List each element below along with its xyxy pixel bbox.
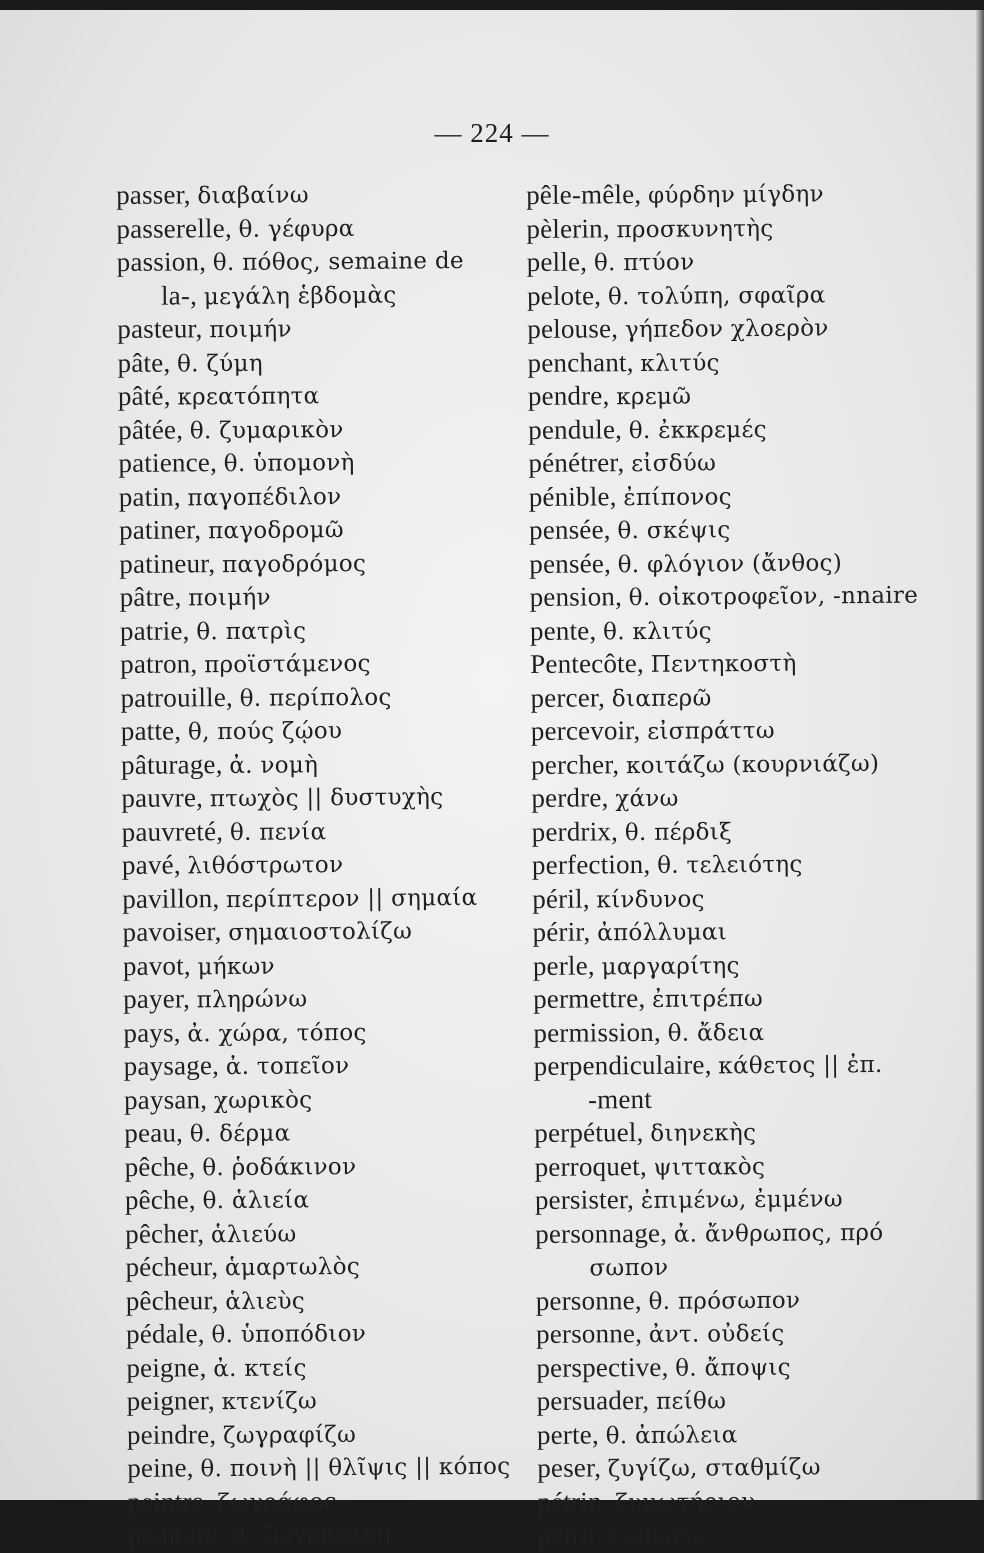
entry-headword: -ment xyxy=(588,1083,652,1114)
entry-headword: pécheur, xyxy=(125,1251,218,1282)
dictionary-entry xyxy=(119,478,519,515)
entry-translation: θ. ῥοδάκινον xyxy=(202,1153,356,1180)
entry-headword: pénétrer, xyxy=(528,447,624,478)
entry-headword: penchant, xyxy=(527,347,633,378)
entry-headword: passerelle, xyxy=(116,212,232,243)
entry-translation: μήκων xyxy=(197,953,275,980)
entry-translation: θ. ἐκκρεμές xyxy=(629,416,767,443)
entry-headword: peine, xyxy=(127,1452,194,1483)
dictionary-entry xyxy=(528,445,923,482)
entry-translation: ποιμήν xyxy=(188,585,271,612)
entry-translation: ἀντ. οὐδείς xyxy=(649,1321,785,1348)
entry-translation: θ. περίπολος xyxy=(240,684,392,711)
entry-translation: προσκυνητὴς xyxy=(616,215,773,242)
entry-translation: λιθόστρωτον xyxy=(187,852,343,879)
dictionary-entry xyxy=(119,545,519,582)
left-column xyxy=(116,177,528,1553)
entry-translation: ἀπόλλυμαι xyxy=(597,919,727,946)
entry-headword: peigner, xyxy=(127,1385,215,1416)
entry-translation: ζυμώνω xyxy=(610,1522,705,1549)
entry-translation: χάνω xyxy=(615,786,679,813)
entry-translation: θ. οἰκοτροφεῖον, -nnaire xyxy=(629,583,919,612)
entry-translation: ζυμωτήριον xyxy=(615,1489,755,1516)
dictionary-entry xyxy=(117,277,517,314)
dictionary-entry xyxy=(127,1416,527,1453)
entry-translation: ζωγράφος xyxy=(217,1489,336,1516)
dictionary-entry xyxy=(126,1282,526,1319)
entry-translation: θ. πατρὶς xyxy=(196,618,306,645)
entry-translation: πείθω xyxy=(656,1388,726,1415)
dictionary-entry xyxy=(527,344,922,381)
dictionary-entry xyxy=(528,411,923,448)
dictionary-entry xyxy=(122,846,522,883)
entry-translation: ἀ. κτείς xyxy=(213,1355,307,1382)
dictionary-entry xyxy=(121,779,521,816)
entry-translation: ἐπιμένω, ἐμμένω xyxy=(641,1186,843,1214)
entry-translation: θ. ἁλιεία xyxy=(202,1187,309,1214)
entry-headword: peindre, xyxy=(127,1419,217,1450)
dictionary-entry xyxy=(124,1081,524,1118)
dictionary-entry xyxy=(532,880,927,917)
dictionary-entry xyxy=(535,1249,930,1286)
entry-translation: θ. ἄδεια xyxy=(668,1019,765,1046)
dictionary-entry xyxy=(530,579,925,616)
entry-headword: patineur, xyxy=(119,548,215,579)
entry-headword: peigne, xyxy=(126,1352,206,1383)
dictionary-entry xyxy=(127,1382,527,1419)
dictionary-entry xyxy=(120,645,520,682)
dictionary-entry xyxy=(125,1181,525,1218)
entry-headword: pendre, xyxy=(528,380,610,411)
entry-headword: paysage, xyxy=(124,1050,220,1081)
entry-headword: perroquet, xyxy=(534,1150,646,1181)
entry-headword: percher, xyxy=(531,749,619,780)
entry-headword: personnage, xyxy=(535,1217,667,1248)
right-column xyxy=(526,177,933,1553)
dictionary-entry xyxy=(123,980,523,1017)
dictionary-entry xyxy=(123,1014,523,1051)
entry-translation: θ. τολύπη, σφαῖρα xyxy=(608,282,826,310)
entry-headword: persuader, xyxy=(537,1385,650,1416)
entry-headword: pelle, xyxy=(527,246,588,277)
entry-translation: ἀ. ἄνθρωπος, πρό xyxy=(674,1219,884,1247)
dictionary-entry xyxy=(532,847,927,884)
entry-headword: perle, xyxy=(533,950,595,981)
entry-headword: pédale, xyxy=(126,1318,205,1349)
entry-headword: patin, xyxy=(119,481,181,512)
dictionary-entry xyxy=(530,612,925,649)
entry-translation: παγοπέδιλον xyxy=(187,484,341,511)
dictionary-entry xyxy=(127,1449,527,1486)
entry-headword: passion, xyxy=(117,246,207,277)
dictionary-entry xyxy=(117,311,517,348)
entry-headword: pâtée, xyxy=(118,414,183,445)
dictionary-entry xyxy=(533,1014,928,1051)
dictionary-entry xyxy=(533,947,928,984)
entry-headword: pêcheur, xyxy=(126,1285,219,1316)
entry-translation: θ. σκέψις xyxy=(617,517,730,544)
dictionary-page xyxy=(0,10,984,1500)
dictionary-entry xyxy=(529,545,924,582)
entry-headword: perfection, xyxy=(532,849,651,880)
entry-translation: θ. ζύμη xyxy=(177,350,263,377)
dictionary-entry xyxy=(120,578,520,615)
entry-headword: perdre, xyxy=(531,782,608,813)
entry-translation: ἁλιεὺς xyxy=(225,1288,305,1315)
dictionary-entry xyxy=(538,1517,933,1553)
entry-headword: pêcher, xyxy=(125,1218,204,1249)
dictionary-entry xyxy=(537,1450,932,1487)
dictionary-entry xyxy=(536,1349,931,1386)
entry-headword: personne, xyxy=(536,1318,642,1349)
entry-translation: εἰσπράττω xyxy=(647,718,775,745)
dictionary-entry xyxy=(126,1315,526,1352)
entry-headword: péril, xyxy=(532,883,590,914)
entry-headword: pêche, xyxy=(124,1151,195,1182)
entry-translation: ἁμαρτωλὸς xyxy=(225,1254,360,1281)
entry-translation: ἐπίπονος xyxy=(623,484,732,511)
entry-headword: pénible, xyxy=(529,481,617,512)
entry-headword: pétrir, xyxy=(538,1519,604,1550)
entry-translation: κτενίζω xyxy=(222,1388,318,1415)
dictionary-entry xyxy=(120,679,520,716)
dictionary-entry xyxy=(537,1383,932,1420)
entry-headword: perpétuel, xyxy=(534,1117,643,1148)
entry-translation: ἀ. χώρα, τόπος xyxy=(187,1019,366,1047)
entry-headword: pèlerin, xyxy=(526,213,610,244)
entry-headword: persister, xyxy=(535,1184,634,1215)
entry-translation: θ. ποινὴ || θλῖψις || κόπος xyxy=(200,1454,510,1483)
dictionary-entry xyxy=(128,1516,528,1553)
entry-headword: permettre, xyxy=(533,983,645,1014)
dictionary-entry xyxy=(536,1316,931,1353)
dictionary-entry xyxy=(116,210,516,247)
entry-headword: personne, xyxy=(536,1285,642,1316)
entry-headword: pelote, xyxy=(527,280,601,311)
entry-translation: θ. πρόσωπον xyxy=(648,1287,800,1314)
entry-translation: ἀ. νομὴ xyxy=(229,752,318,779)
entry-translation: θ. κλιτύς xyxy=(603,618,712,645)
entry-translation: θ. ἄποψις xyxy=(675,1354,791,1381)
entry-headword: peser, xyxy=(537,1452,601,1483)
entry-headword: patrie, xyxy=(120,615,190,646)
entry-translation: Πεντηκοστὴ xyxy=(651,651,797,678)
dictionary-entry xyxy=(536,1282,931,1319)
entry-translation: παγοδρόμος xyxy=(222,550,366,577)
entry-translation: πτωχὸς || δυστυχὴς xyxy=(210,784,444,812)
entry-translation: κίνδυνος xyxy=(596,886,705,913)
entry-translation: πληρώνω xyxy=(197,986,308,1013)
entry-translation: κάθετος || ἐπ. xyxy=(718,1052,882,1079)
dictionary-entry xyxy=(121,712,521,749)
entry-translation: θ, πούς ζῴου xyxy=(188,718,342,745)
entry-headword: pensée, xyxy=(529,514,611,545)
entry-translation: γήπεδον χλοερὸν xyxy=(625,315,829,343)
dictionary-entry xyxy=(122,813,522,850)
entry-headword: pauvre, xyxy=(121,782,203,813)
entry-translation: θ. τελειότης xyxy=(657,852,803,879)
dictionary-entry xyxy=(125,1248,525,1285)
dictionary-entry xyxy=(528,378,923,415)
entry-translation: διαπερῶ xyxy=(612,685,712,712)
entry-translation: ζωγραφίζω xyxy=(223,1421,356,1448)
dictionary-entry xyxy=(123,947,523,984)
entry-headword: la-, xyxy=(161,280,197,310)
entry-headword: patte, xyxy=(121,715,182,746)
dictionary-entry xyxy=(117,344,517,381)
dictionary-entry xyxy=(118,444,518,481)
entry-translation: θ. δέρμα xyxy=(190,1121,291,1148)
dictionary-entry xyxy=(530,679,925,716)
entry-headword: pelouse, xyxy=(527,313,618,344)
entry-headword: pavé, xyxy=(122,849,181,880)
entry-translation: προϊστάμενος xyxy=(204,651,371,678)
entry-headword: périr, xyxy=(532,916,590,947)
entry-headword: pasteur, xyxy=(117,313,203,344)
entry-translation: σημαιοστολίζω xyxy=(228,918,412,946)
entry-headword: paysan, xyxy=(124,1084,207,1115)
dictionary-entry xyxy=(117,244,517,281)
dictionary-entry xyxy=(529,512,924,549)
entry-translation: θ. ζυμαρικὸν xyxy=(190,417,344,444)
entry-translation: διηνεκὴς xyxy=(650,1120,756,1147)
entry-translation: κρεμῶ xyxy=(616,384,691,411)
dictionary-entry xyxy=(527,311,922,348)
entry-headword: pêle-mêle, xyxy=(526,179,641,210)
entry-headword: percer, xyxy=(530,682,605,713)
dictionary-entry xyxy=(531,713,926,750)
entry-translation: παγοδρομῶ xyxy=(208,517,344,544)
entry-translation: θ. φλόγιον (ἄνθος) xyxy=(618,550,843,578)
dictionary-entry xyxy=(124,1047,524,1084)
entry-headword: pâtre, xyxy=(120,581,182,612)
dictionary-entry xyxy=(535,1215,930,1252)
entry-translation: χωρικὸς xyxy=(214,1087,313,1114)
entry-headword: pâté, xyxy=(118,381,171,411)
entry-headword: Pentecôte, xyxy=(530,648,644,679)
entry-translation: θ. ἀπώλεια xyxy=(606,1422,738,1449)
dictionary-entry xyxy=(116,177,516,214)
entry-translation: θ. πενία xyxy=(230,819,327,846)
entry-headword: pauvreté, xyxy=(122,816,224,847)
dictionary-entry xyxy=(527,277,922,314)
entry-headword: pâturage, xyxy=(121,749,223,780)
dictionary-entry xyxy=(535,1182,930,1219)
entry-headword: pétrin, xyxy=(537,1486,608,1517)
entry-headword: pavillon, xyxy=(122,883,219,914)
entry-headword: passer, xyxy=(116,179,191,210)
entry-translation: θ. πόθος, semaine de xyxy=(213,248,464,276)
entry-headword: pendule, xyxy=(528,414,622,445)
dictionary-entry xyxy=(537,1416,932,1453)
entry-translation: ζυγίζω, σταθμίζω xyxy=(608,1454,821,1482)
entry-headword: percevoir, xyxy=(531,715,641,746)
dictionary-entry xyxy=(122,913,522,950)
entry-translation: θ. ζωγραφικὴ xyxy=(231,1522,391,1549)
entry-translation: ποιμήν xyxy=(209,316,292,343)
entry-headword: pente, xyxy=(530,615,597,646)
dictionary-entry xyxy=(526,177,921,214)
dictionary-entry xyxy=(531,780,926,817)
entry-translation: μεγάλη ἑβδομὰς xyxy=(204,282,397,310)
entry-translation: περίπτερον || σημαία xyxy=(226,884,478,912)
entry-translation: θ. ὑποπόδιον xyxy=(211,1321,366,1348)
dictionary-entry xyxy=(532,813,927,850)
entry-headword: permission, xyxy=(533,1016,661,1047)
dictionary-entry xyxy=(120,612,520,649)
entry-headword: patron, xyxy=(120,648,197,679)
dictionary-entry xyxy=(127,1483,527,1520)
dictionary-entry xyxy=(119,511,519,548)
entry-headword: perte, xyxy=(537,1419,599,1450)
dictionary-entry xyxy=(118,378,518,415)
entry-translation: ἐπιτρέπω xyxy=(652,986,763,1013)
dictionary-entry xyxy=(124,1148,524,1185)
entry-headword: pâte, xyxy=(117,347,170,377)
entry-translation: μαργαρίτης xyxy=(601,953,739,980)
entry-translation: κλιτύς xyxy=(640,350,720,377)
dictionary-entry xyxy=(526,210,921,247)
entry-translation: θ. πτύον xyxy=(594,250,695,277)
entry-headword: perspective, xyxy=(536,1351,668,1382)
entry-headword: perdrix, xyxy=(532,816,619,847)
entry-translation: κοιτάζω (κουρνιάζω) xyxy=(626,750,879,778)
entry-translation: εἰσδύω xyxy=(631,450,716,477)
entry-translation: θ. γέφυρα xyxy=(238,215,354,242)
entry-headword: pavot, xyxy=(123,950,191,981)
dictionary-entry xyxy=(534,1115,929,1152)
entry-headword: peau, xyxy=(124,1117,183,1148)
entry-headword: perpendiculaire, xyxy=(534,1049,712,1081)
dictionary-entry xyxy=(126,1349,526,1386)
dictionary-entry xyxy=(124,1114,524,1151)
dictionary-entry xyxy=(531,746,926,783)
entry-headword: patiner, xyxy=(119,514,201,545)
entry-headword: payer, xyxy=(123,983,190,1014)
dictionary-entry xyxy=(125,1215,525,1252)
dictionary-entry xyxy=(534,1081,929,1118)
dictionary-entry xyxy=(532,914,927,951)
entry-translation: θ. πέρδιξ xyxy=(625,819,732,846)
entry-headword: pavoiser, xyxy=(122,916,221,947)
entry-translation: διαβαίνω xyxy=(197,182,309,209)
entry-translation: ψιττακὸς xyxy=(653,1153,765,1180)
entry-translation: κρεατόπητα xyxy=(177,383,319,410)
dictionary-entry xyxy=(121,746,521,783)
entry-headword: pension, xyxy=(530,581,623,612)
dictionary-entry xyxy=(529,478,924,515)
entry-headword: peinture, xyxy=(128,1519,225,1550)
dictionary-entry xyxy=(530,646,925,683)
entry-headword: patrouille, xyxy=(120,681,233,712)
page-right-shadow xyxy=(976,10,984,1500)
dictionary-entry xyxy=(118,411,518,448)
dictionary-entry xyxy=(534,1148,929,1185)
entry-headword: patience, xyxy=(118,447,217,478)
entry-headword: peintre, xyxy=(127,1486,211,1517)
entry-headword: pensée, xyxy=(529,548,611,579)
entry-headword: pays, xyxy=(123,1017,181,1047)
entry-translation: θ. ὑπομονὴ xyxy=(224,450,355,477)
dictionary-entry xyxy=(537,1483,932,1520)
dictionary-entry xyxy=(527,244,922,281)
entry-translation: σωπον xyxy=(589,1255,668,1282)
entry-headword: pêche, xyxy=(125,1184,196,1215)
dictionary-entry xyxy=(533,981,928,1018)
dictionary-entry xyxy=(534,1048,929,1085)
entry-translation: ἁλιεύω xyxy=(211,1221,297,1248)
page-number: — 224 — xyxy=(0,118,984,149)
entry-translation: φύρδην μίγδην xyxy=(648,181,824,209)
dictionary-entry xyxy=(122,880,522,917)
entry-translation: ἀ. τοπεῖον xyxy=(226,1053,350,1080)
